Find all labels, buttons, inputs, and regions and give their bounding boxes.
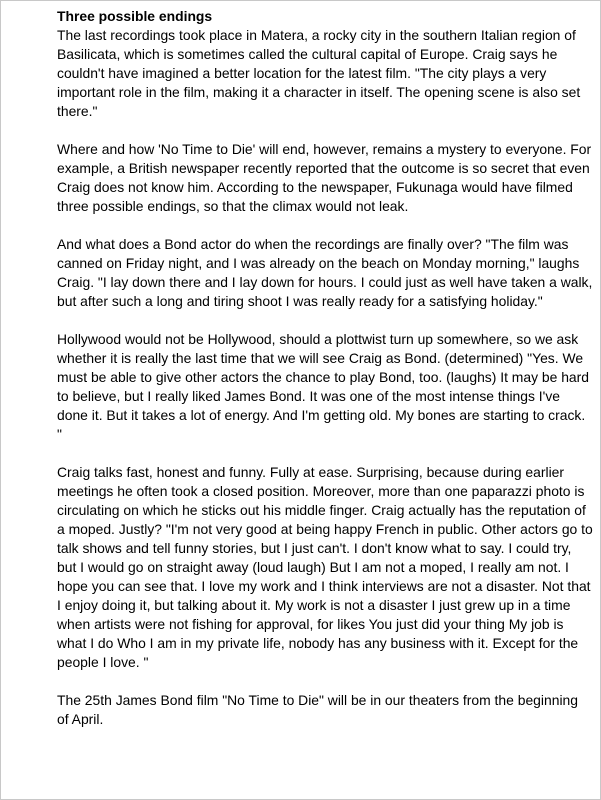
paragraph-release: The 25th James Bond film "No Time to Die" will be in our theaters from the beginning of April. — [57, 692, 578, 727]
paragraph-endings: Where and how 'No Time to Die' will end, however, remains a mystery to everyone. For example, a British newspaper recently reported that the outcome is so secret that even Craig does not know him. According to the newspaper, Fukunaga would have filmed three possible endings, so that the climax would not leak. — [57, 141, 592, 214]
paragraph-holiday: And what does a Bond actor do when the recordings are finally over? "The film was canned on Friday night, and I was already on the beach on Monday morning," laughs Craig. "I lay down there and I lay down for hours. I could just as well have taken a walk, but after such a long and tiring shoot I was really ready for a satisfying holiday." — [57, 236, 593, 309]
paragraph-reputation: Craig talks fast, honest and funny. Fully at ease. Surprising, because during earlier meetings he often took a closed position. Moreover, more than one paparazzi photo is circulating on which he sticks out his middle finger. Craig actually has the reputation of a moped. Justly? "I'm not very good at being happy French in public. Other actors go to talk shows and tell funny stories, but I just can't. I don't know what to say. I could try, but I would go on straight away (loud laugh) But I am not a moped, I really am not. I hope you can see that. I love my work and I think interviews are not a disaster. Not that I enjoy doing it, but talking about it. My work is not a disaster I just grew up in a time when artists were not fishing for approval, for likes You just did your thing My job is what I do Who I am in my private life, nobody has any business with it. Except for the people I love. " — [57, 464, 593, 670]
article-body — [57, 7, 593, 729]
article-heading: Three possible endings — [57, 8, 213, 24]
paragraph-matera: The last recordings took place in Matera, a rocky city in the southern Italian region of Basilicata, which is sometimes called the cultural capital of Europe. Craig says he couldn't have imagined a better location for the latest film. "The city plays a very important role in the film, making it a character in itself. The opening scene is also set there." — [57, 27, 581, 119]
paragraph-last-bond: Hollywood would not be Hollywood, should a plottwist turn up somewhere, so we ask whether it is really the last time that we will see Craig as Bond. (determined) "Yes. We must be able to give other actors the chance to play Bond, too. (laughs) It may be hard to believe, but I really liked James Bond. It was one of the most intense things I've done it. But it takes a lot of energy. And I'm getting old. My bones are starting to crack. " — [57, 331, 590, 442]
